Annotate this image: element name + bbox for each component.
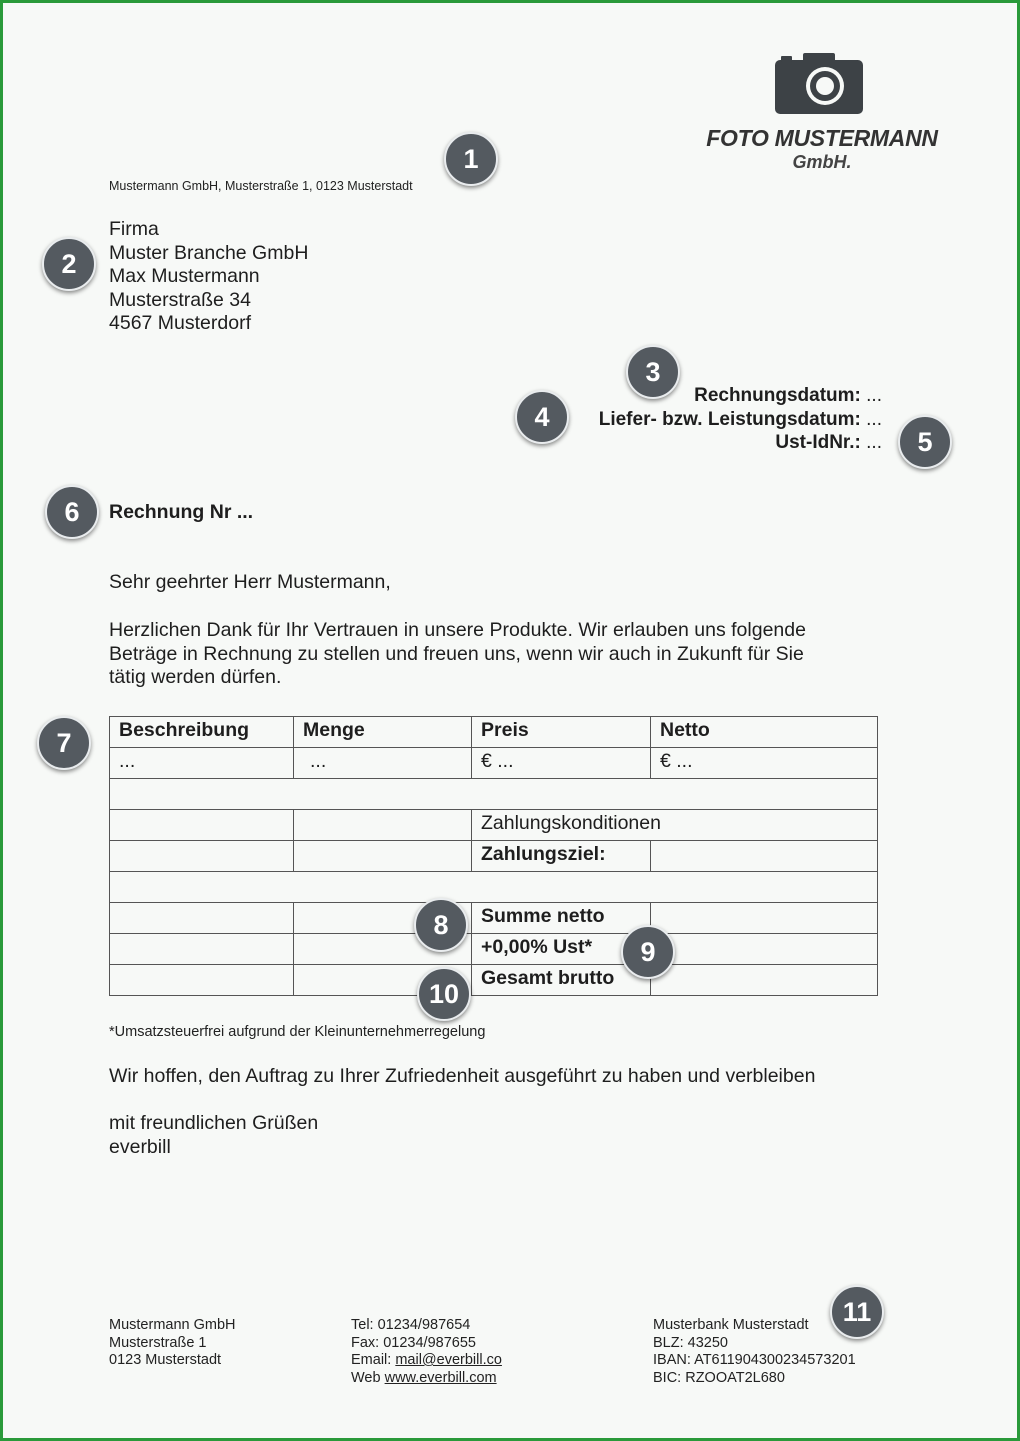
footer-email-label: Email:	[351, 1352, 396, 1368]
footer-line: IBAN: AT611904300234573201	[653, 1352, 856, 1368]
recipient-line: Max Mustermann	[109, 265, 260, 288]
sum-net-label: Summe netto	[472, 903, 651, 934]
invoice-table	[109, 716, 878, 996]
footer-email-row	[351, 1352, 502, 1370]
footer-contact	[351, 1317, 502, 1387]
delivery-date-label: Liefer- bzw. Leistungsdatum:	[598, 408, 861, 430]
invoice-date-label: Rechnungsdatum:	[694, 385, 861, 406]
website-link[interactable]: www.everbill.com	[384, 1369, 497, 1386]
table-cell	[110, 934, 294, 965]
footer-line: BLZ: 43250	[653, 1334, 728, 1351]
marker-3: 3	[626, 345, 680, 399]
footer-web-label: Web	[351, 1369, 385, 1386]
camera-icon	[775, 52, 863, 114]
delivery-date-row	[599, 408, 882, 432]
table-cell	[110, 965, 294, 996]
table-row	[110, 903, 878, 934]
footer-company	[109, 1317, 236, 1370]
table-cell	[651, 965, 878, 996]
payment-due-label: Zahlungsziel:	[472, 841, 651, 872]
vat-id-row	[599, 431, 882, 455]
total-gross-label: Gesamt brutto	[472, 965, 651, 996]
table-cell: € ...	[651, 748, 878, 779]
footer-line: 0123 Musterstadt	[109, 1352, 222, 1368]
brand-name: FOTO MUSTERMANN	[706, 125, 938, 151]
sender-line: Mustermann GmbH, Musterstraße 1, 0123 Musterstadt	[109, 179, 413, 193]
table-header: Netto	[651, 717, 878, 748]
table-cell	[110, 903, 294, 934]
recipient-line: Musterstraße 34	[109, 288, 251, 311]
table-row	[110, 748, 878, 779]
recipient-line: Muster Branche GmbH	[109, 241, 309, 264]
footer-web-row	[351, 1370, 502, 1388]
table-cell	[294, 841, 472, 872]
marker-5: 5	[898, 415, 952, 469]
brand-suffix: GmbH.	[792, 152, 852, 172]
greeting-line: mit freundlichen Grüßen	[109, 1112, 319, 1134]
table-cell	[651, 934, 878, 965]
footer-line: BIC: RZOOAT2L680	[653, 1369, 785, 1386]
table-header: Beschreibung	[110, 717, 294, 748]
footnote: *Umsatzsteuerfrei aufgrund der Kleinunternehmerregelung	[109, 1024, 486, 1040]
marker-9: 9	[621, 925, 675, 979]
signature-name: everbill	[109, 1135, 171, 1158]
recipient-line: Firma	[109, 218, 159, 240]
greeting	[109, 1112, 318, 1159]
marker-1: 1	[444, 132, 498, 186]
marker-10: 10	[417, 967, 471, 1021]
table-cell	[651, 903, 878, 934]
table-spacer-row	[110, 779, 878, 810]
table-cell: € ...	[472, 748, 651, 779]
table-spacer-row	[110, 872, 878, 903]
table-cell	[110, 779, 878, 810]
table-cell	[294, 810, 472, 841]
body-line: tätig werden dürfen.	[109, 666, 282, 689]
table-header-row	[110, 717, 878, 748]
table-row	[110, 965, 878, 996]
table-row	[110, 810, 878, 841]
closing-text: Wir hoffen, den Auftrag zu Ihrer Zufriedenheit ausgeführt zu haben und verbleiben	[109, 1065, 816, 1087]
footer-line: Musterstraße 1	[109, 1334, 207, 1351]
table-cell: ...	[294, 748, 472, 779]
marker-11: 11	[830, 1285, 884, 1339]
salutation: Sehr geehrter Herr Mustermann,	[109, 571, 391, 593]
body-line: Beträge in Rechnung zu stellen und freuen uns, wenn wir auch in Zukunft für Sie	[109, 642, 804, 665]
table-header: Menge	[294, 717, 472, 748]
invoice-title: Rechnung Nr ...	[109, 501, 254, 523]
email-link[interactable]: mail@everbill.co	[395, 1352, 502, 1368]
body-text	[109, 619, 889, 690]
footer-tel: Tel: 01234/987654	[351, 1317, 471, 1333]
recipient-address	[109, 218, 308, 336]
table-header: Preis	[472, 717, 651, 748]
table-cell	[110, 810, 294, 841]
table-cell	[110, 841, 294, 872]
table-cell	[110, 872, 878, 903]
footer-line: Mustermann GmbH	[109, 1317, 236, 1333]
table-row	[110, 841, 878, 872]
marker-6: 6	[45, 485, 99, 539]
marker-8: 8	[414, 898, 468, 952]
table-cell	[651, 841, 878, 872]
marker-4: 4	[515, 390, 569, 444]
marker-7: 7	[37, 716, 91, 770]
footer-bank	[653, 1317, 856, 1387]
delivery-date-value: ...	[866, 408, 882, 430]
recipient-line: 4567 Musterdorf	[109, 312, 251, 335]
body-line: Herzlichen Dank für Ihr Vertrauen in unsere Produkte. Wir erlauben uns folgende	[109, 619, 806, 641]
vat-id-label: Ust-IdNr.:	[775, 432, 861, 454]
footer-line: Musterbank Musterstadt	[653, 1317, 809, 1333]
table-cell: ...	[110, 748, 294, 779]
payment-terms: Zahlungskonditionen	[472, 810, 878, 841]
table-row	[110, 934, 878, 965]
footer-fax: Fax: 01234/987655	[351, 1334, 476, 1351]
invoice-date-value: ...	[866, 385, 882, 406]
vat-id-value: ...	[866, 432, 882, 454]
marker-2: 2	[42, 237, 96, 291]
vat-label: +0,00% Ust*	[472, 934, 651, 965]
